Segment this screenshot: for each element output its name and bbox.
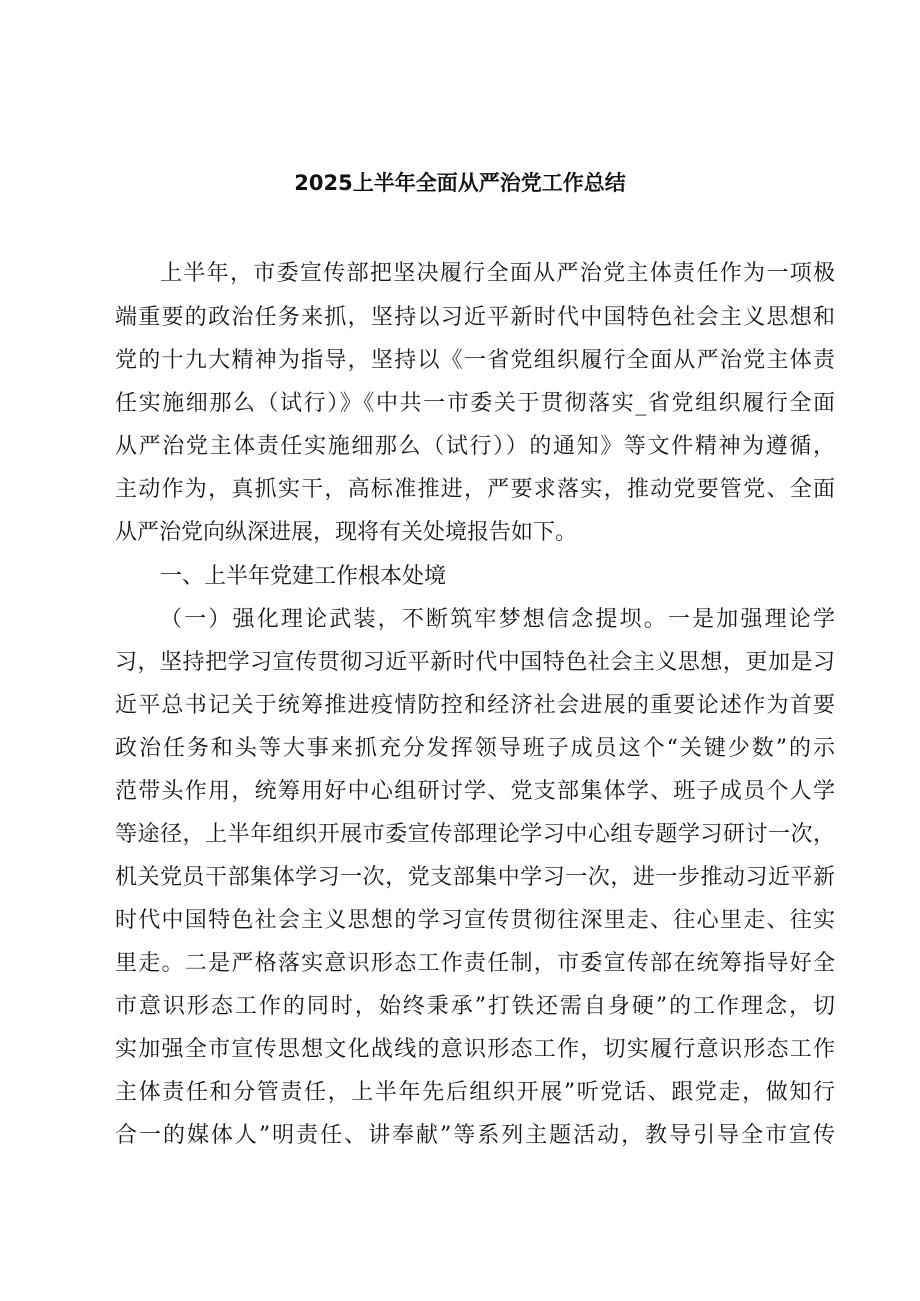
paragraph-line: 任实施细那么（试行）》《中共一市委关于贯彻落实_省党组织履行全面 (115, 391, 835, 416)
paragraph-line: 党的十九大精神为指导，坚持以《一省党组织履行全面从严治党主体责 (115, 348, 835, 373)
paragraph-line: （一）强化理论武装，不断筑牢梦想信念提坝。一是加强理论学 (160, 607, 835, 632)
paragraph-line: 市意识形态工作的同时，始终秉承”打铁还需自身硬”的工作理念，切 (115, 994, 835, 1019)
paragraph-line: 政治任务和头等大事来抓充分发挥领导班子成员这个“关键少数”的示 (115, 736, 835, 761)
paragraph-line: 从严治党向纵深进展，现将有关处境报告如下。 (115, 520, 578, 545)
paragraph-line: 近平总书记关于统筹推进疫情防控和经济社会进展的重要论述作为首要 (115, 693, 835, 718)
paragraph-line: 主体责任和分管责任，上半年先后组织开展”听党话、跟党走，做知行 (115, 1080, 835, 1105)
paragraph-line: 习，坚持把学习宣传贯彻习近平新时代中国特色社会主义思想，更加是习 (115, 650, 835, 675)
paragraph-line: 范带头作用，统筹用好中心组研讨学、党支部集体学、班子成员个人学 (115, 779, 835, 804)
paragraph-line: 时代中国特色社会主义思想的学习宣传贯彻往深里走、往心里走、往实 (115, 908, 835, 933)
document-title: 2025上半年全面从严治党工作总结 (294, 171, 626, 195)
paragraph-line: 端重要的政治任务来抓，坚持以习近平新时代中国特色社会主义思想和 (115, 305, 835, 330)
paragraph-line: 上半年，市委宣传部把坚决履行全面从严治党主体责任作为一项极 (160, 261, 835, 286)
paragraph-line: 合一的媒体人”明责任、讲奉献”等系列主题活动，教导引导全市宣传 (115, 1123, 835, 1148)
paragraph-line: 从严治党主体责任实施细那么（试行））的通知》等文件精神为遵循， (115, 434, 835, 459)
paragraph-line: 主动作为，真抓实干，高标准推进，严要求落实，推动党要管党、全面 (115, 477, 835, 502)
section-heading: 一、上半年党建工作根本处境 (160, 564, 447, 589)
paragraph-line: 等途径，上半年组织开展市委宣传部理论学习中心组专题学习研讨一次， (115, 822, 835, 847)
paragraph-line: 实加强全市宣传思想文化战线的意识形态工作，切实履行意识形态工作 (115, 1037, 835, 1062)
paragraph-line: 机关党员干部集体学习一次，党支部集中学习一次，进一步推动习近平新 (115, 865, 835, 890)
paragraph-line: 里走。二是严格落实意识形态工作责任制，市委宣传部在统筹指导好全 (115, 951, 835, 976)
